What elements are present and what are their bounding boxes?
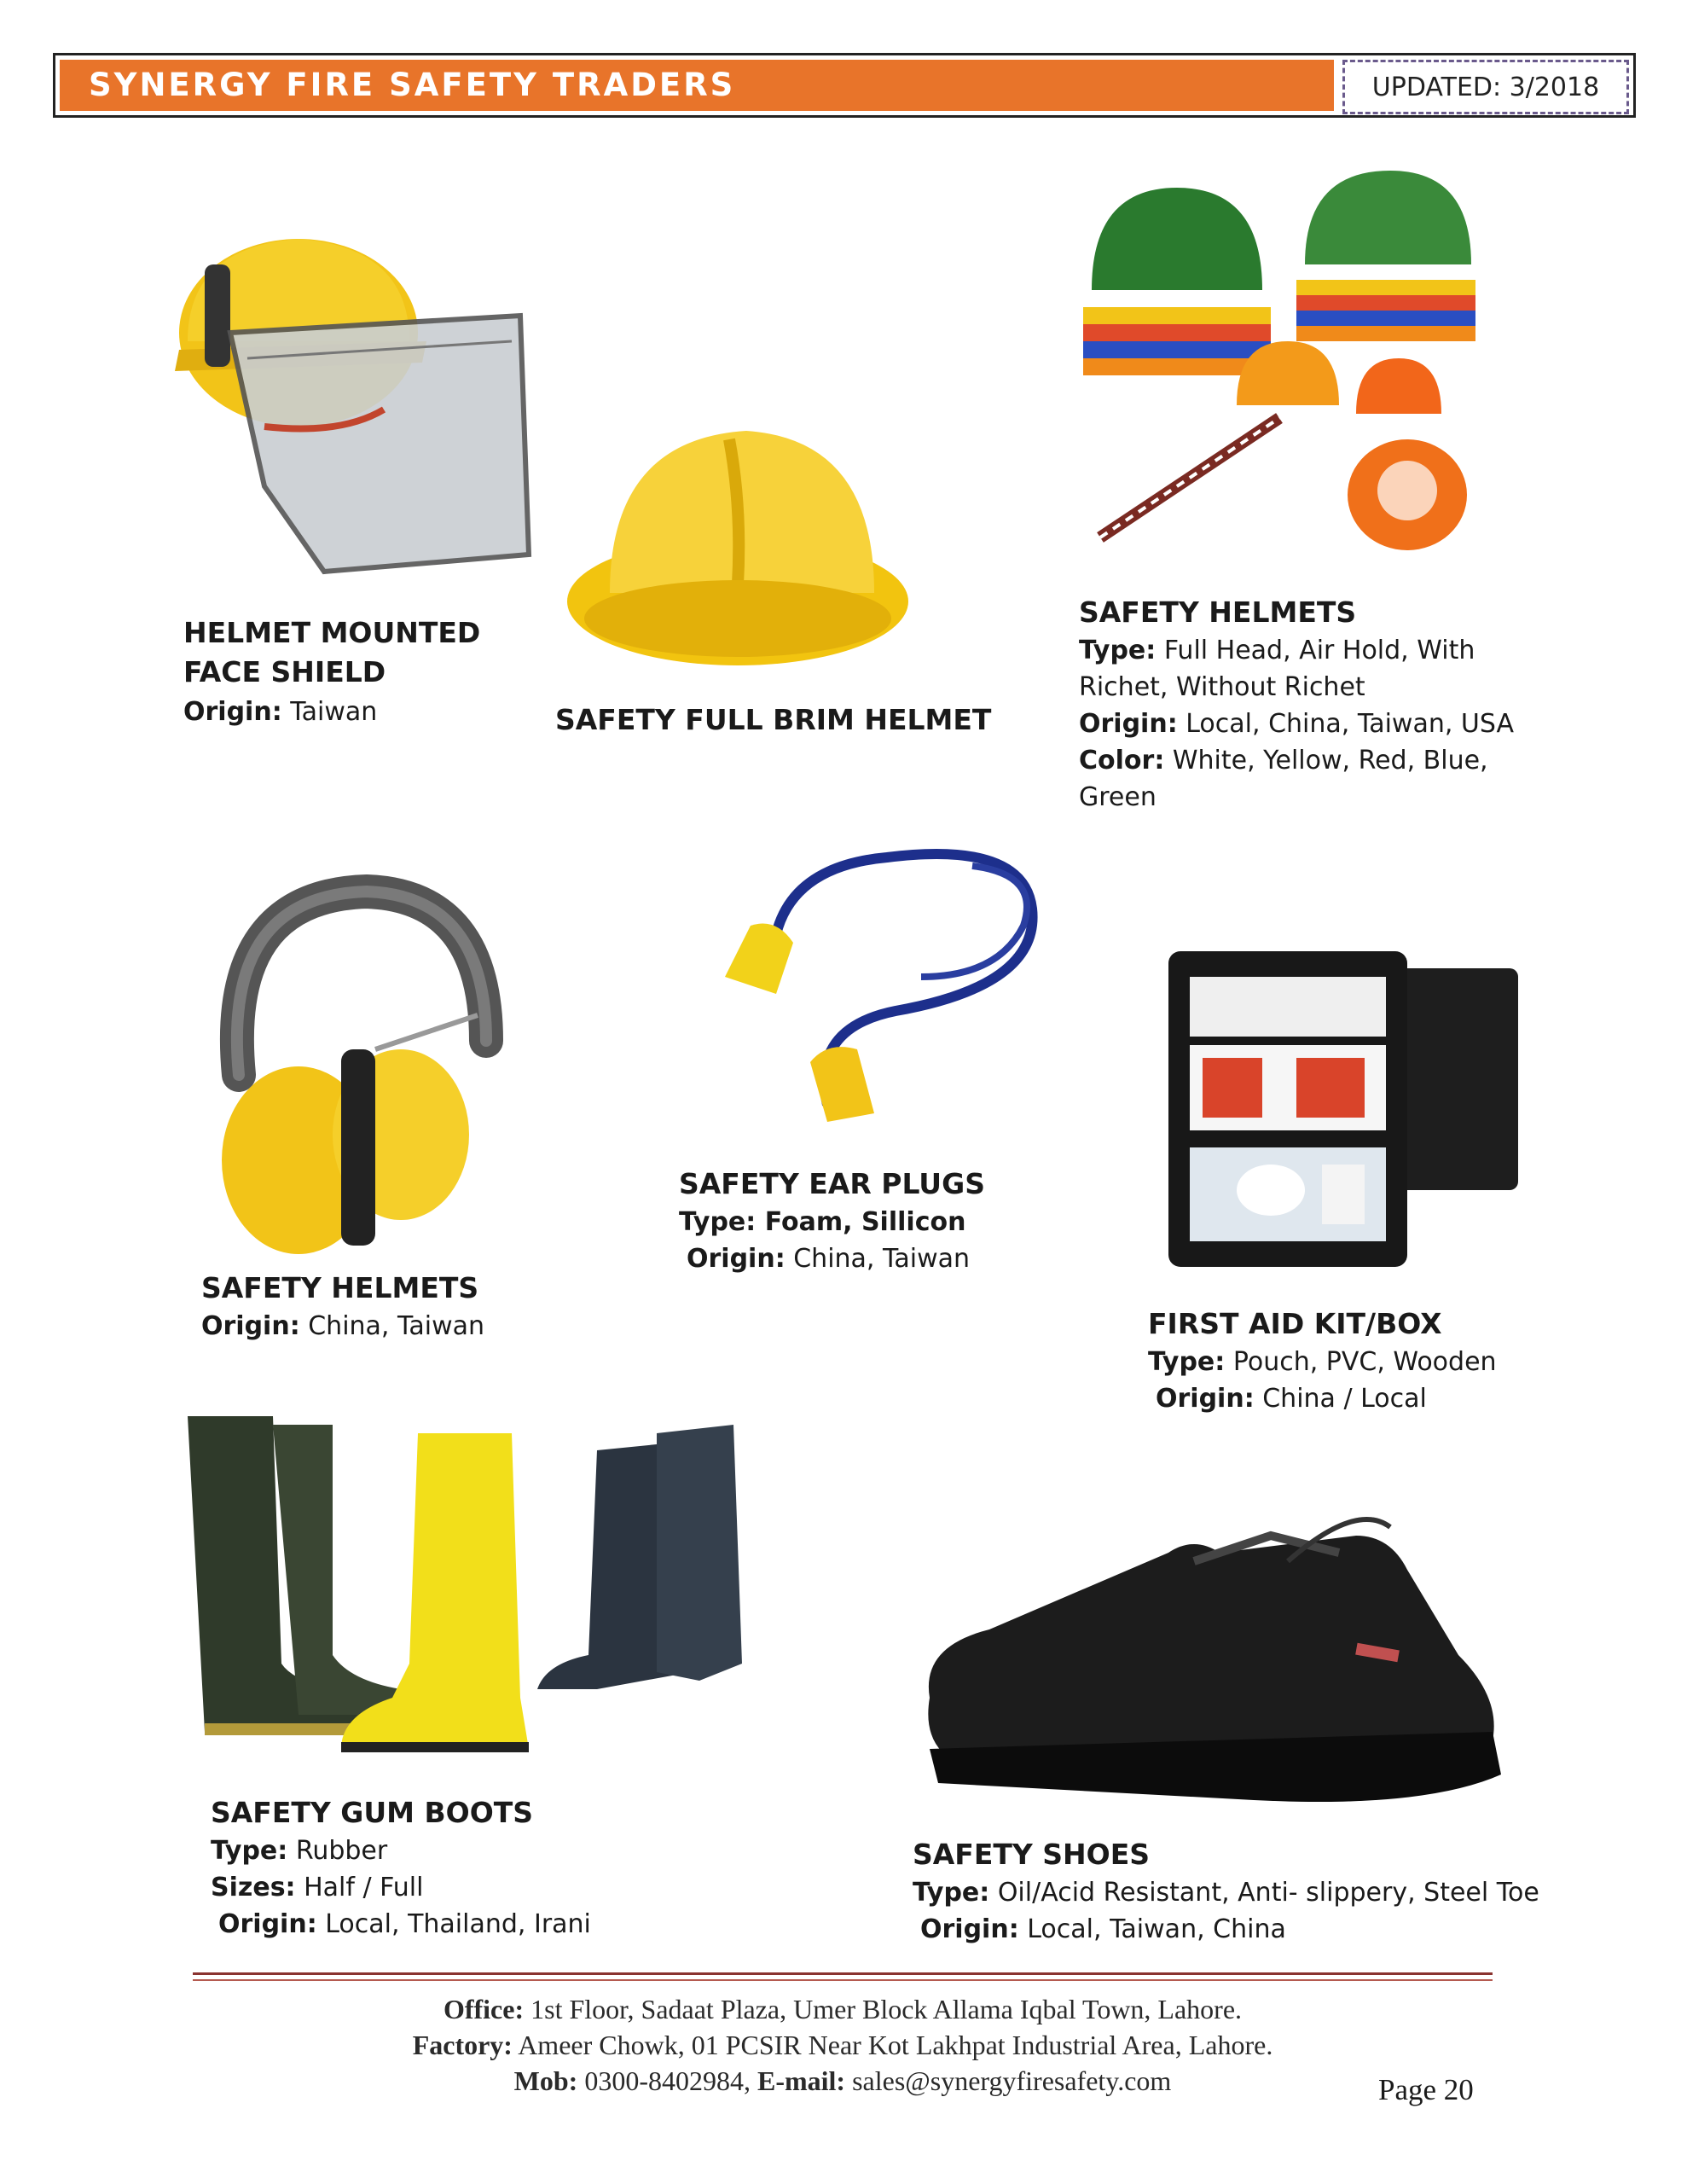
full-brim-helmet-image: [559, 405, 917, 678]
ear-plugs-title: SAFETY EAR PLUGS: [679, 1167, 985, 1200]
shoes-title: SAFETY SHOES: [913, 1838, 1151, 1871]
first-aid-title: FIRST AID KIT/BOX: [1148, 1307, 1442, 1340]
full-brim-title: SAFETY FULL BRIM HELMET: [555, 703, 992, 736]
ear-plugs-image: [716, 832, 1058, 1139]
gum-boots-sizes: Sizes: Half / Full: [211, 1873, 424, 1902]
helmets-color-cont: Green: [1079, 782, 1157, 812]
footer-contact: Mob: 0300-8402984, E-mail: sales@synergyfiresafety.com: [513, 2065, 1172, 2096]
footer-rule-top: [193, 1972, 1493, 1975]
gum-boots-type: Type: Rubber: [211, 1836, 388, 1866]
shoes-origin: Origin: Local, Taiwan, China: [920, 1914, 1286, 1944]
ear-muffs-title: SAFETY HELMETS: [201, 1271, 479, 1304]
face-shield-helmet-image: [128, 213, 537, 589]
ear-plugs-origin: Origin: China, Taiwan: [687, 1244, 971, 1274]
face-shield-origin: Origin: Taiwan: [183, 697, 378, 727]
first-aid-kit-image: [1168, 943, 1527, 1267]
gum-boots-origin: Origin: Local, Thailand, Irani: [218, 1909, 591, 1939]
helmets-color: Color: White, Yellow, Red, Blue,: [1079, 746, 1488, 775]
gum-boots-image: [171, 1408, 768, 1766]
ear-plugs-type: Type: Foam, Sillicon: [679, 1207, 966, 1237]
face-shield-title-1: HELMET MOUNTED: [183, 616, 481, 649]
shoes-type: Type: Oil/Acid Resistant, Anti- slippery, Steel Toe: [913, 1878, 1539, 1908]
footer-office: Office: 1st Floor, Sadaat Plaza, Umer Block Allama Iqbal Town, Lahore.: [443, 1994, 1243, 2024]
footer-factory: Factory: Ameer Chowk, 01 PCSIR Near Kot Lakhpat Industrial Area, Lahore.: [412, 2030, 1273, 2060]
face-shield-title-2: FACE SHIELD: [183, 655, 386, 688]
safety-helmets-image: [1083, 171, 1475, 563]
helmets-type: Type: Full Head, Air Hold, With: [1079, 636, 1475, 665]
ear-muffs-image: [205, 879, 512, 1254]
ear-muffs-origin: Origin: China, Taiwan: [201, 1311, 485, 1341]
gum-boots-title: SAFETY GUM BOOTS: [211, 1796, 534, 1829]
first-aid-type: Type: Pouch, PVC, Wooden: [1148, 1347, 1497, 1377]
helmets-type-cont: Richet, Without Richet: [1079, 672, 1365, 702]
first-aid-origin: Origin: China / Local: [1156, 1384, 1427, 1414]
page-number: Page 20: [1378, 2073, 1474, 2106]
helmets-title: SAFETY HELMETS: [1079, 595, 1357, 629]
safety-shoes-image: [913, 1502, 1510, 1817]
helmets-origin: Origin: Local, China, Taiwan, USA: [1079, 709, 1514, 739]
company-name: SYNERGY FIRE SAFETY TRADERS: [89, 67, 736, 103]
footer-rule-bottom: [193, 1979, 1493, 1981]
updated-badge: UPDATED: 3/2018: [1342, 60, 1629, 114]
